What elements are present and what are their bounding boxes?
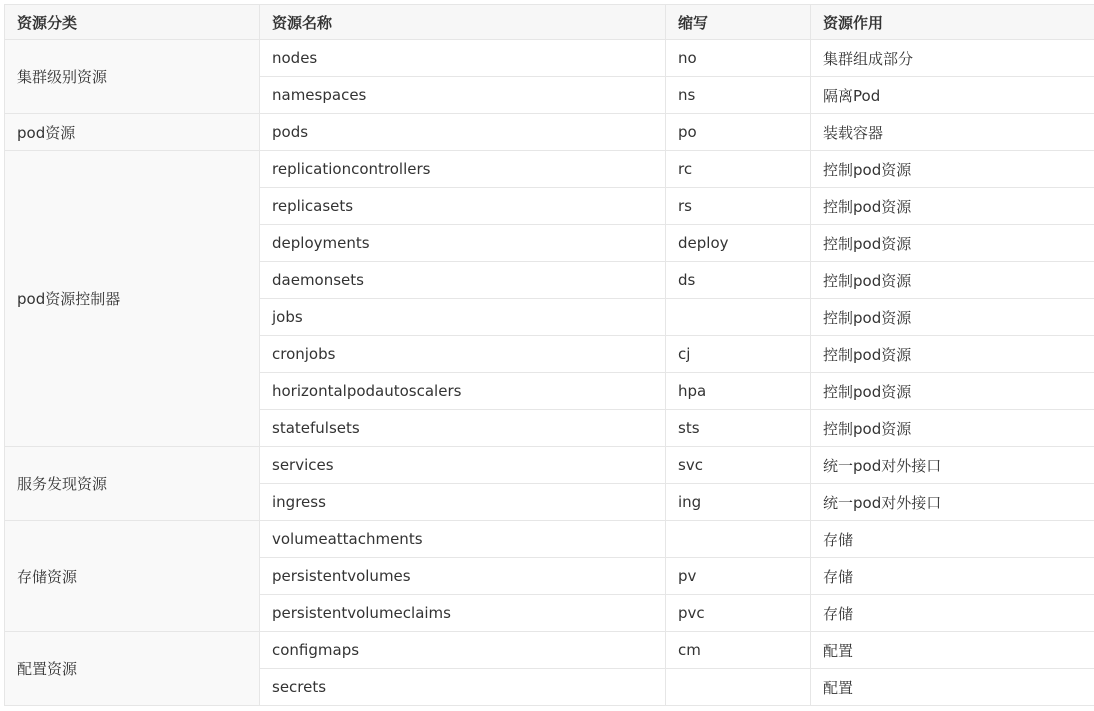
resource-name-cell: nodes [260, 40, 666, 77]
header-name: 资源名称 [260, 5, 666, 40]
purpose-cell: 统一pod对外接口 [811, 484, 1094, 521]
abbr-cell [666, 299, 811, 336]
purpose-cell: 存储 [811, 595, 1094, 632]
resource-name-cell: persistentvolumeclaims [260, 595, 666, 632]
resource-name-cell: namespaces [260, 77, 666, 114]
resource-name-cell: replicasets [260, 188, 666, 225]
resource-name-cell: ingress [260, 484, 666, 521]
category-cell: pod资源 [5, 114, 260, 151]
resource-name-cell: configmaps [260, 632, 666, 669]
abbr-cell: ing [666, 484, 811, 521]
purpose-cell: 配置 [811, 669, 1094, 706]
resource-name-cell: services [260, 447, 666, 484]
resource-name-cell: secrets [260, 669, 666, 706]
table-row [5, 521, 1094, 558]
resource-name-cell: cronjobs [260, 336, 666, 373]
resource-name-cell: volumeattachments [260, 521, 666, 558]
header-purpose: 资源作用 [811, 5, 1094, 40]
purpose-cell: 配置 [811, 632, 1094, 669]
purpose-cell: 控制pod资源 [811, 336, 1094, 373]
table-row [5, 40, 1094, 77]
abbr-cell: no [666, 40, 811, 77]
purpose-cell: 控制pod资源 [811, 188, 1094, 225]
purpose-cell: 控制pod资源 [811, 299, 1094, 336]
category-cell: pod资源控制器 [5, 151, 260, 447]
resource-name-cell: daemonsets [260, 262, 666, 299]
table-header [5, 5, 1094, 40]
table-row [5, 114, 1094, 151]
purpose-cell: 统一pod对外接口 [811, 447, 1094, 484]
resource-name-cell: pods [260, 114, 666, 151]
abbr-cell: ds [666, 262, 811, 299]
abbr-cell [666, 669, 811, 706]
purpose-cell: 存储 [811, 521, 1094, 558]
table-row [5, 447, 1094, 484]
resource-name-cell: persistentvolumes [260, 558, 666, 595]
resource-name-cell: horizontalpodautoscalers [260, 373, 666, 410]
abbr-cell: deploy [666, 225, 811, 262]
purpose-cell: 控制pod资源 [811, 151, 1094, 188]
resource-name-cell: deployments [260, 225, 666, 262]
abbr-cell: sts [666, 410, 811, 447]
abbr-cell: rc [666, 151, 811, 188]
purpose-cell: 控制pod资源 [811, 410, 1094, 447]
table-row [5, 151, 1094, 188]
header-category: 资源分类 [5, 5, 260, 40]
purpose-cell: 装载容器 [811, 114, 1094, 151]
purpose-cell: 控制pod资源 [811, 373, 1094, 410]
abbr-cell: pvc [666, 595, 811, 632]
table-body [5, 40, 1094, 706]
purpose-cell: 存储 [811, 558, 1094, 595]
abbr-cell: cm [666, 632, 811, 669]
abbr-cell: pv [666, 558, 811, 595]
category-cell: 集群级别资源 [5, 40, 260, 114]
category-cell: 存储资源 [5, 521, 260, 632]
header-abbr: 缩写 [666, 5, 811, 40]
purpose-cell: 隔离Pod [811, 77, 1094, 114]
abbr-cell: hpa [666, 373, 811, 410]
purpose-cell: 控制pod资源 [811, 262, 1094, 299]
category-cell: 配置资源 [5, 632, 260, 706]
abbr-cell: ns [666, 77, 811, 114]
resource-name-cell: replicationcontrollers [260, 151, 666, 188]
abbr-cell: po [666, 114, 811, 151]
header-row [5, 5, 1094, 40]
resource-table [4, 4, 1094, 706]
purpose-cell: 控制pod资源 [811, 225, 1094, 262]
resource-table-container [4, 4, 1094, 706]
category-cell: 服务发现资源 [5, 447, 260, 521]
resource-name-cell: jobs [260, 299, 666, 336]
abbr-cell: svc [666, 447, 811, 484]
resource-name-cell: statefulsets [260, 410, 666, 447]
purpose-cell: 集群组成部分 [811, 40, 1094, 77]
abbr-cell [666, 521, 811, 558]
table-row [5, 632, 1094, 669]
abbr-cell: rs [666, 188, 811, 225]
abbr-cell: cj [666, 336, 811, 373]
